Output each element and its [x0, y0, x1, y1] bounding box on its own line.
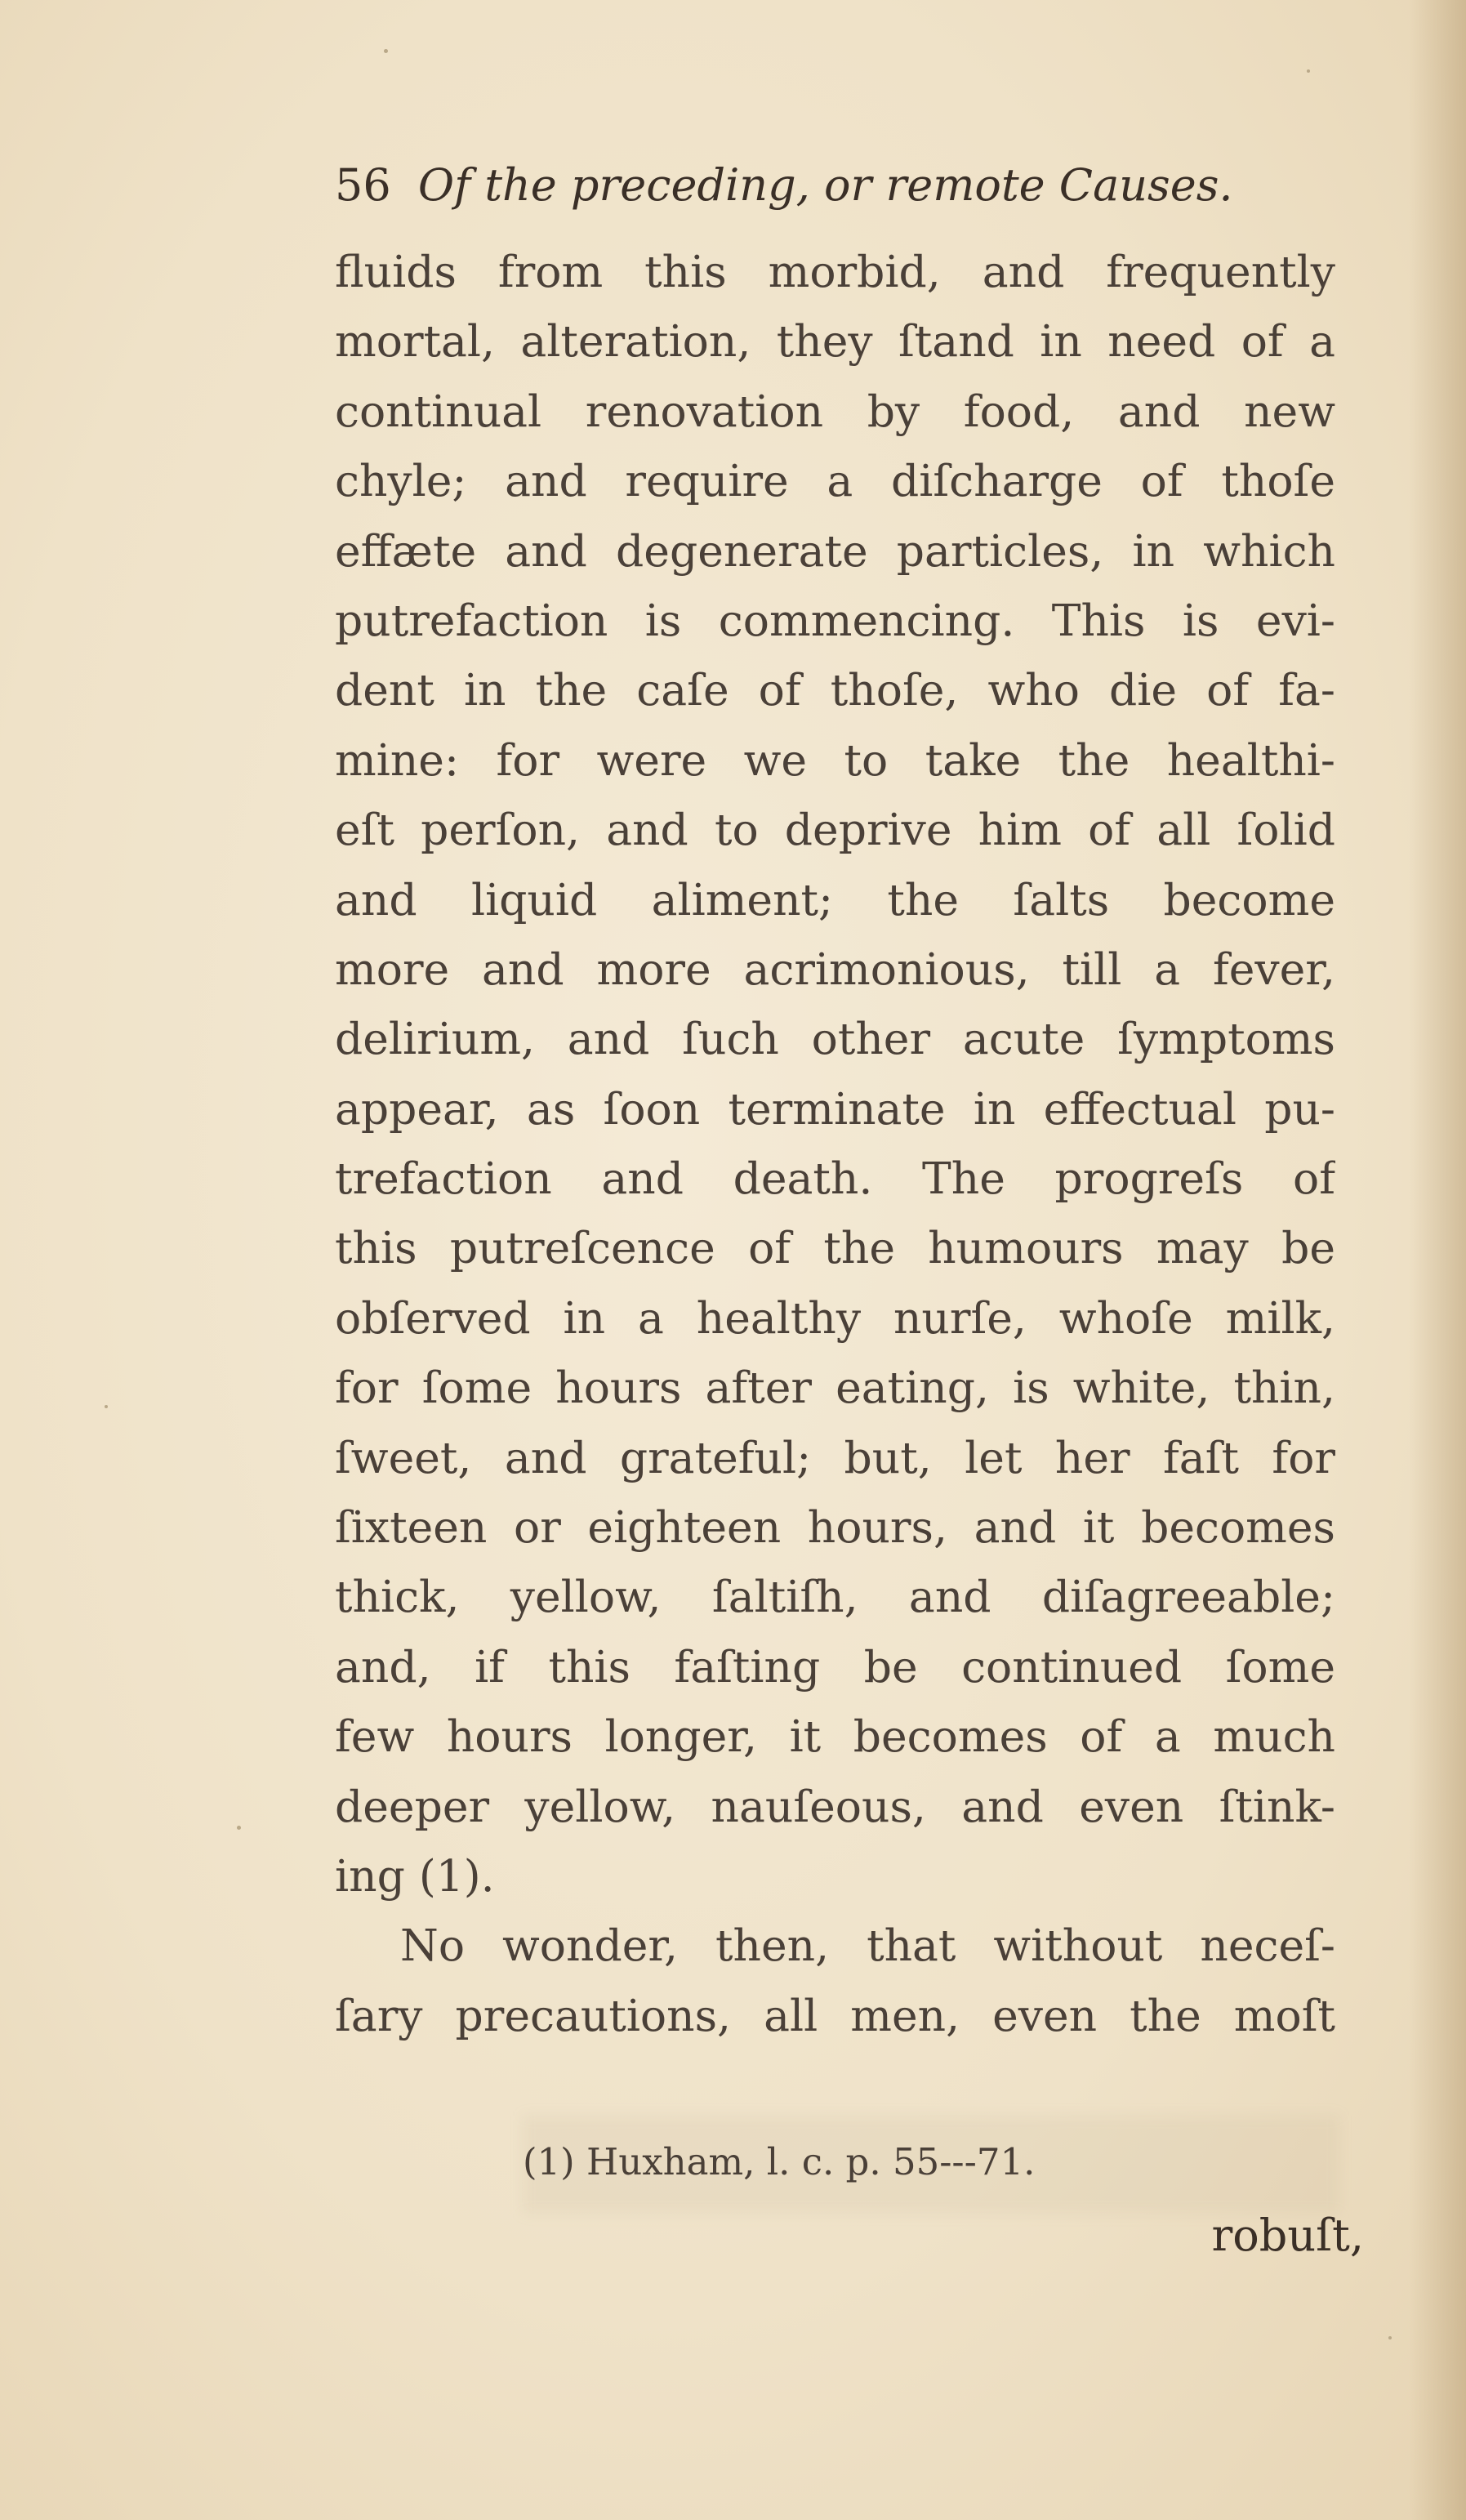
catchword: robuſt,: [1211, 2210, 1364, 2261]
text-line: continual renovation by food, and new: [335, 385, 1335, 437]
spine-shadow: [1409, 0, 1466, 2520]
text-line: ſixteen or eighteen hours, and it becomes: [335, 1501, 1335, 1554]
text-line: and liquid aliment; the ſalts become: [335, 873, 1335, 925]
text-line: deeper yellow, nauſeous, and even ſtink-: [335, 1780, 1335, 1832]
text-line: putrefaction is commencing. This is evi-: [335, 594, 1335, 646]
text-line: appear, as ſoon terminate in effectual pu-: [335, 1082, 1335, 1135]
text-line: chyle; and require a diſcharge of thoſe: [335, 455, 1335, 507]
running-title: Of the preceding, or remote Causes.: [417, 159, 1233, 211]
running-header: [335, 159, 1356, 233]
paper-speck: [1307, 69, 1310, 73]
text-line: ſary precautions, all men, even the moſt: [335, 1989, 1335, 2041]
text-line: thick, yellow, ſaltiſh, and diſagreeable;: [335, 1571, 1335, 1623]
text-line: delirium, and ſuch other acute ſymptoms: [335, 1013, 1335, 1065]
text-line: few hours longer, it becomes of a much: [335, 1710, 1335, 1763]
text-line: trefaction and death. The progreſs of: [335, 1153, 1335, 1205]
text-line: eſt perſon, and to deprive him of all ſolid: [335, 804, 1335, 856]
text-line: for ſome hours after eating, is white, thin,: [335, 1362, 1335, 1414]
text-line: dent in the caſe of thoſe, who die of fa-: [335, 664, 1335, 716]
text-line: fluids from this morbid, and frequently: [335, 246, 1335, 297]
paper-speck: [105, 1405, 108, 1408]
paragraph-start-line: No wonder, then, that without neceſ-: [400, 1920, 1335, 1972]
footnote: (1) Huxham, l. c. p. 55---71.: [523, 2140, 1036, 2183]
paper-speck: [384, 49, 388, 53]
text-line: ing (1).: [335, 1849, 495, 1902]
text-line: mortal, alteration, they ſtand in need of a: [335, 315, 1335, 368]
text-line: and, if this faſting be continued ſome: [335, 1640, 1335, 1693]
text-line: this putreſcence of the humours may be: [335, 1222, 1335, 1274]
paper-speck: [237, 1826, 241, 1830]
text-line: mine: for were we to take the healthi-: [335, 734, 1335, 786]
paper-speck: [1388, 2336, 1392, 2339]
page-number: 56: [335, 159, 391, 211]
text-line: more and more acrimonious, till a fever,: [335, 943, 1335, 995]
text-line: ſweet, and grateful; but, let her faſt for: [335, 1431, 1335, 1483]
body-text: [335, 237, 1335, 2050]
text-line: obſerved in a healthy nurſe, whoſe milk,: [335, 1291, 1335, 1344]
text-line: effæte and degenerate particles, in which: [335, 524, 1335, 577]
